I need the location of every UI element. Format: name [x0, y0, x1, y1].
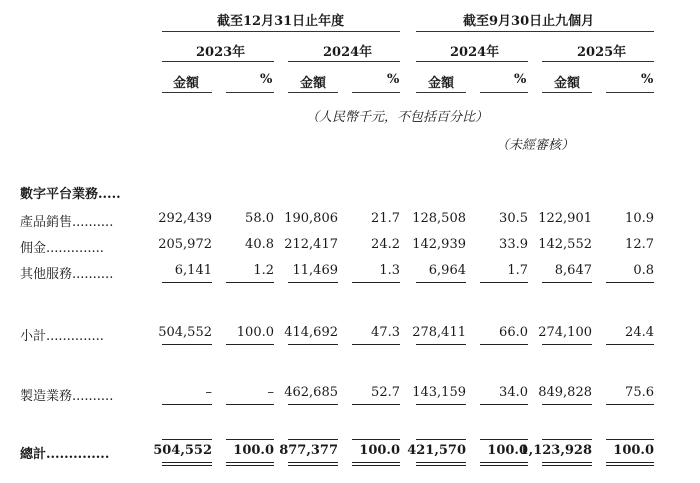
- rule-total-4: [416, 462, 466, 466]
- rule-manufacturing-5: [480, 404, 528, 405]
- rule-total-top-6: [542, 439, 592, 440]
- cell-other-services-4: 6,964: [428, 263, 466, 278]
- rule-manufacturing-1: [226, 404, 274, 405]
- unit-note: （人民幣千元，不包括百分比）: [306, 110, 489, 125]
- period-rule-year: [162, 31, 400, 32]
- rule-subtotal-3: [352, 344, 400, 345]
- rule-other-services-3: [352, 282, 400, 283]
- cell-manufacturing-6: 849,828: [538, 385, 592, 400]
- cell-other-services-3: 1.3: [379, 263, 400, 278]
- cell-manufacturing-4: 143,159: [412, 385, 466, 400]
- col-rule-4a: [542, 92, 592, 93]
- year-header-2023: 2023年: [196, 45, 246, 60]
- cell-total-3: 100.0: [359, 443, 400, 458]
- cell-total-6: 1,123,928: [519, 443, 592, 458]
- col-rule-1a: [162, 92, 212, 93]
- section-title-digital-platform: 數字平台業務.....: [20, 187, 121, 202]
- cell-product-sales-4: 128,508: [412, 211, 466, 226]
- rule-subtotal-6: [542, 344, 592, 345]
- row-label-subtotal: 小計..............: [20, 329, 104, 344]
- cell-subtotal-4: 278,411: [412, 325, 466, 340]
- rule-total-3: [352, 462, 400, 466]
- cell-manufacturing-0: –: [205, 385, 212, 400]
- col-rule-2a: [288, 92, 338, 93]
- row-label-product-sales: 產品銷售..........: [20, 215, 114, 230]
- period-header-year: 截至12月31日止年度: [217, 14, 345, 29]
- cell-subtotal-6: 274,100: [538, 325, 592, 340]
- rule-other-services-5: [480, 282, 528, 283]
- rule-total-5: [480, 462, 528, 466]
- period-header-nine-months: 截至9月30日止九個月: [463, 14, 595, 29]
- unaudited-note: （未經審核）: [496, 138, 575, 153]
- cell-manufacturing-3: 52.7: [371, 385, 400, 400]
- col-header-amount-4: 金額: [554, 76, 581, 91]
- cell-commission-7: 12.7: [625, 237, 654, 252]
- rule-subtotal-4: [416, 344, 466, 345]
- cell-other-services-1: 1.2: [253, 263, 274, 278]
- year-header-2024: 2024年: [323, 45, 373, 60]
- col-rule-4b: [606, 92, 654, 93]
- col-header-amount-1: 金額: [173, 76, 200, 91]
- cell-subtotal-2: 414,692: [284, 325, 338, 340]
- col-header-percent-4: %: [641, 72, 654, 87]
- rule-manufacturing-3: [352, 404, 400, 405]
- cell-total-2: 877,377: [279, 443, 338, 458]
- cell-product-sales-3: 21.7: [371, 211, 400, 226]
- rule-subtotal-7: [606, 344, 654, 345]
- row-label-manufacturing: 製造業務..........: [20, 389, 114, 404]
- rule-manufacturing-7: [606, 404, 654, 405]
- cell-product-sales-6: 122,901: [538, 211, 592, 226]
- col-header-percent-1: %: [260, 72, 273, 87]
- rule-manufacturing-2: [288, 404, 338, 405]
- rule-total-top-0: [162, 439, 212, 440]
- rule-subtotal-1: [226, 344, 274, 345]
- col-rule-1b: [226, 92, 274, 93]
- cell-other-services-7: 0.8: [633, 263, 654, 278]
- cell-manufacturing-1: –: [267, 385, 274, 400]
- cell-subtotal-7: 24.4: [625, 325, 654, 340]
- col-header-amount-3: 金額: [428, 76, 455, 91]
- cell-subtotal-3: 47.3: [371, 325, 400, 340]
- cell-commission-6: 142,552: [538, 237, 592, 252]
- cell-product-sales-5: 30.5: [499, 211, 528, 226]
- cell-total-7: 100.0: [613, 443, 654, 458]
- rule-manufacturing-4: [416, 404, 466, 405]
- rule-total-2: [288, 462, 338, 466]
- rule-subtotal-0: [162, 344, 212, 345]
- period-rule-nine-months: [416, 31, 654, 32]
- cell-product-sales-2: 190,806: [284, 211, 338, 226]
- cell-total-5: 100.0: [487, 443, 528, 458]
- cell-manufacturing-2: 462,685: [284, 385, 338, 400]
- cell-product-sales-1: 58.0: [245, 211, 274, 226]
- cell-product-sales-7: 10.9: [625, 211, 654, 226]
- year-header-2025: 2025年: [577, 45, 627, 60]
- rule-subtotal-2: [288, 344, 338, 345]
- col-header-amount-2: 金額: [300, 76, 327, 91]
- year-rule-2025: [542, 61, 654, 62]
- col-header-percent-2: %: [387, 72, 400, 87]
- year-rule-2024-nine: [416, 61, 528, 62]
- cell-subtotal-0: 504,552: [158, 325, 212, 340]
- rule-other-services-2: [288, 282, 338, 283]
- rule-other-services-4: [416, 282, 466, 283]
- cell-commission-4: 142,939: [412, 237, 466, 252]
- rule-total-top-1: [226, 439, 274, 440]
- rule-total-7: [606, 462, 654, 466]
- cell-commission-0: 205,972: [158, 237, 212, 252]
- rule-manufacturing-6: [542, 404, 592, 405]
- rule-other-services-6: [542, 282, 592, 283]
- cell-total-0: 504,552: [153, 443, 212, 458]
- year-rule-2024: [288, 61, 400, 62]
- cell-other-services-0: 6,141: [174, 263, 212, 278]
- col-header-percent-3: %: [514, 72, 527, 87]
- rule-total-top-5: [480, 439, 528, 440]
- col-rule-3b: [480, 92, 528, 93]
- rule-subtotal-5: [480, 344, 528, 345]
- cell-commission-3: 24.2: [371, 237, 400, 252]
- rule-manufacturing-0: [162, 404, 212, 405]
- rule-other-services-7: [606, 282, 654, 283]
- col-rule-3a: [416, 92, 466, 93]
- row-label-other-services: 其他服務..........: [20, 267, 114, 282]
- cell-subtotal-1: 100.0: [236, 325, 274, 340]
- rule-other-services-0: [162, 282, 212, 283]
- cell-product-sales-0: 292,439: [158, 211, 212, 226]
- col-rule-2b: [352, 92, 400, 93]
- rule-total-0: [162, 462, 212, 466]
- rule-total-top-2: [288, 439, 338, 440]
- rule-total-top-7: [606, 439, 654, 440]
- rule-total-top-3: [352, 439, 400, 440]
- year-rule-2023: [162, 61, 274, 62]
- cell-manufacturing-5: 34.0: [499, 385, 528, 400]
- cell-subtotal-5: 66.0: [499, 325, 528, 340]
- cell-commission-5: 33.9: [499, 237, 528, 252]
- rule-total-6: [542, 462, 592, 466]
- row-label-total: 總計..............: [20, 447, 110, 462]
- cell-other-services-5: 1.7: [507, 263, 528, 278]
- cell-total-4: 421,570: [407, 443, 466, 458]
- cell-other-services-2: 11,469: [292, 263, 338, 278]
- year-header-2024-nine: 2024年: [450, 45, 500, 60]
- cell-manufacturing-7: 75.6: [625, 385, 654, 400]
- cell-other-services-6: 8,647: [554, 263, 592, 278]
- cell-commission-1: 40.8: [245, 237, 274, 252]
- rule-total-top-4: [416, 439, 466, 440]
- cell-commission-2: 212,417: [284, 237, 338, 252]
- cell-total-1: 100.0: [233, 443, 274, 458]
- rule-total-1: [226, 462, 274, 466]
- rule-other-services-1: [226, 282, 274, 283]
- row-label-commission: 佣金..............: [20, 241, 104, 256]
